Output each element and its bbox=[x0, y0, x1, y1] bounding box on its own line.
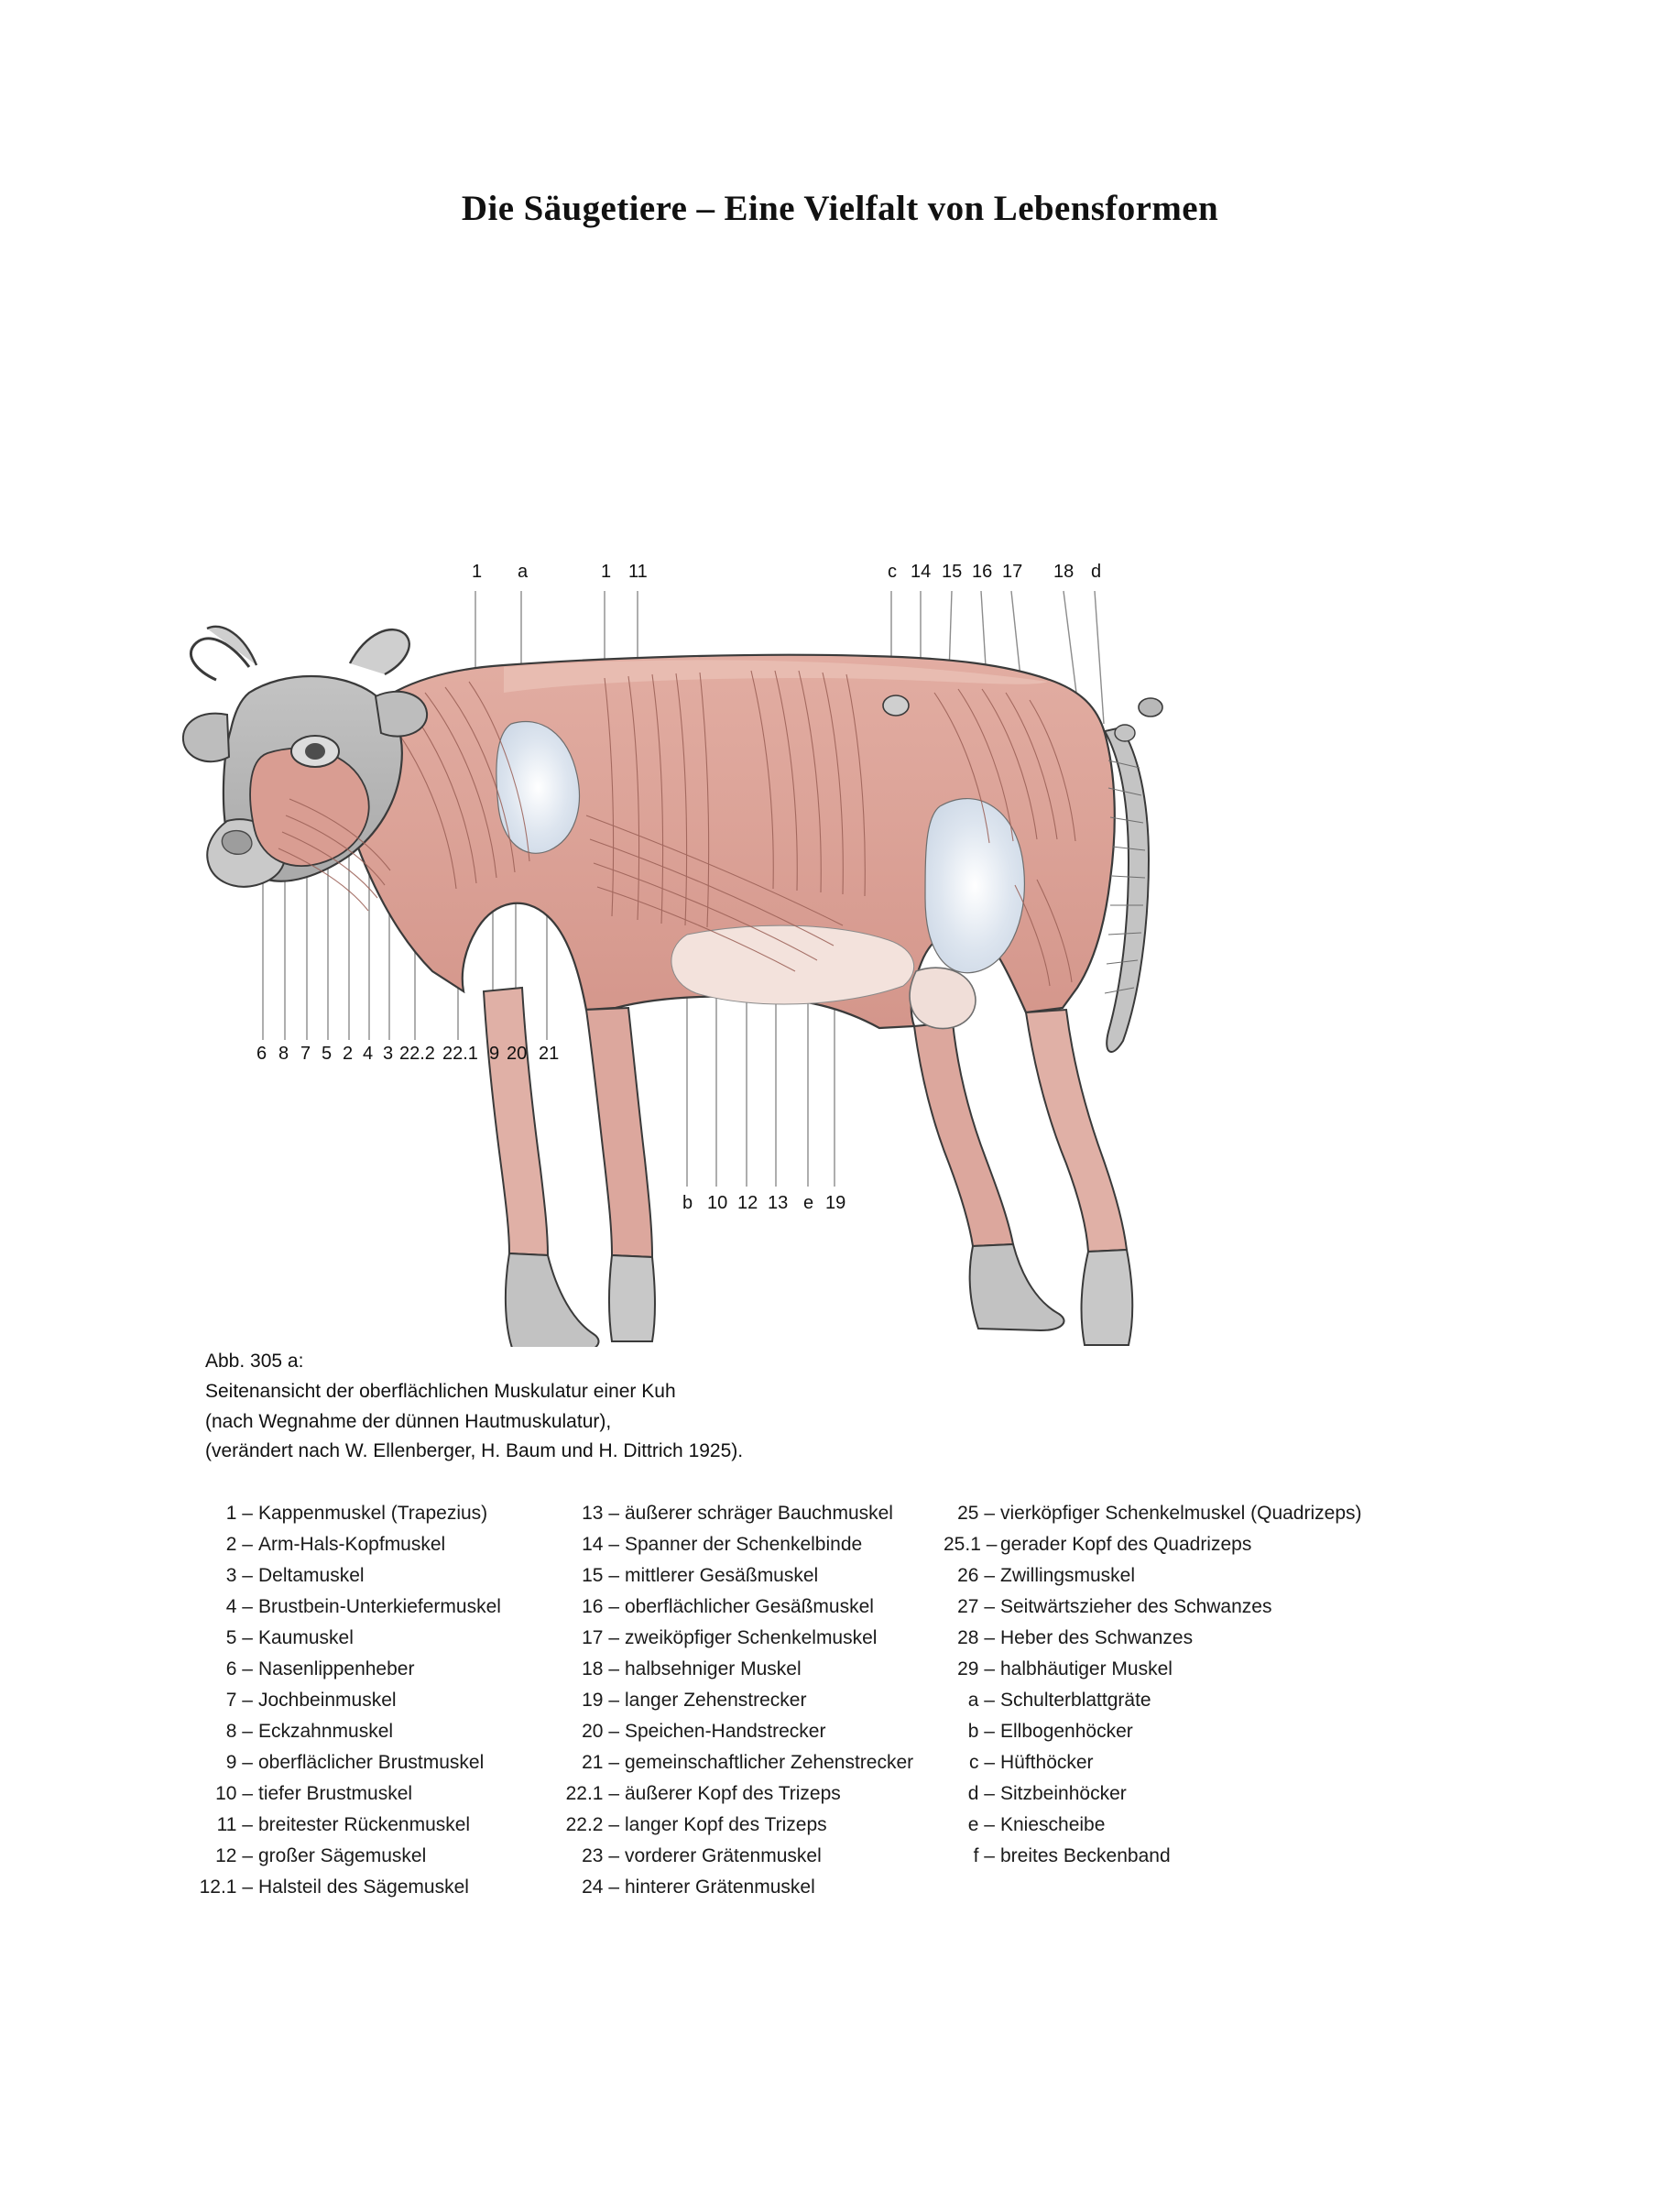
legend-item bbox=[192, 1872, 559, 1903]
legend-key: 5 – bbox=[225, 1627, 253, 1649]
cow-body bbox=[183, 627, 1162, 1347]
callout-bl-3: 3 bbox=[383, 1044, 394, 1064]
legend-label: äußerer schräger Bauchmuskel bbox=[625, 1503, 893, 1524]
callout-top-15: 15 bbox=[942, 562, 963, 582]
legend-item bbox=[944, 1778, 1402, 1810]
legend-key: 19 – bbox=[582, 1690, 619, 1712]
callout-bl-6: 6 bbox=[256, 1044, 267, 1064]
landmark-d-sitzbeinhoecker bbox=[1139, 698, 1162, 717]
legend-label: vierköpfiger Schenkelmuskel (Quadrizeps) bbox=[1000, 1503, 1362, 1524]
legend-key: c – bbox=[968, 1752, 995, 1774]
hind-leg-far-hoof bbox=[970, 1244, 1064, 1330]
legend-label: Ellbogenhöcker bbox=[1000, 1721, 1133, 1743]
legend-key: 1 – bbox=[225, 1503, 253, 1524]
legend-label: halbhäutiger Muskel bbox=[1000, 1658, 1173, 1680]
legend-item bbox=[559, 1685, 944, 1716]
callout-bl-2: 2 bbox=[343, 1044, 354, 1064]
caption-line-2: Seitenansicht der oberflächlichen Muskulatur einer Kuh bbox=[205, 1380, 676, 1402]
callout-br-19: 19 bbox=[825, 1193, 846, 1213]
legend-item bbox=[559, 1841, 944, 1872]
legend-item bbox=[559, 1592, 944, 1623]
legend-item bbox=[944, 1747, 1402, 1778]
callout-top-d: d bbox=[1091, 562, 1102, 582]
legend-label: mittlerer Gesäßmuskel bbox=[625, 1565, 819, 1587]
legend-item bbox=[559, 1654, 944, 1685]
legend-label: großer Sägemuskel bbox=[258, 1845, 427, 1867]
legend-label: Schulterblattgräte bbox=[1000, 1690, 1151, 1712]
legend-item bbox=[559, 1872, 944, 1903]
callout-top-1b: 1 bbox=[601, 562, 612, 582]
landmark-c-huefthoecker bbox=[883, 695, 909, 716]
callout-bl-20: 20 bbox=[507, 1044, 528, 1064]
legend-item bbox=[559, 1778, 944, 1810]
legend-label: Arm-Hals-Kopfmuskel bbox=[258, 1534, 446, 1556]
legend-label: oberfläclicher Brustmuskel bbox=[258, 1752, 485, 1774]
legend-item bbox=[192, 1747, 559, 1778]
legend-key: 20 – bbox=[582, 1721, 619, 1743]
legend-label: Sitzbeinhöcker bbox=[1000, 1783, 1127, 1805]
legend-key: 12.1 – bbox=[199, 1876, 253, 1898]
callout-top-16: 16 bbox=[972, 562, 993, 582]
legend-item bbox=[192, 1654, 559, 1685]
eye-pupil bbox=[305, 743, 325, 760]
legend-key: a – bbox=[967, 1690, 995, 1712]
callout-bl-7: 7 bbox=[300, 1044, 311, 1064]
legend-label: halbsehniger Muskel bbox=[625, 1658, 802, 1680]
legend-item bbox=[192, 1778, 559, 1810]
legend-item bbox=[559, 1716, 944, 1747]
legend-key: 2 – bbox=[225, 1534, 253, 1556]
legend-label: gemeinschaftlicher Zehenstrecker bbox=[625, 1752, 914, 1774]
legend-key: 29 – bbox=[957, 1658, 995, 1680]
callout-top-1a: 1 bbox=[472, 562, 483, 582]
legend-label: Spanner der Schenkelbinde bbox=[625, 1534, 863, 1556]
legend-key: 26 – bbox=[957, 1565, 995, 1587]
legend-label: langer Zehenstrecker bbox=[625, 1690, 807, 1712]
legend-key: 14 – bbox=[582, 1534, 619, 1556]
legend-item bbox=[559, 1560, 944, 1592]
legend-label: Brustbein-Unterkiefermuskel bbox=[258, 1596, 501, 1618]
legend-key: 4 – bbox=[225, 1596, 253, 1618]
legend-key: 8 – bbox=[225, 1721, 253, 1743]
legend-key: 27 – bbox=[957, 1596, 995, 1618]
legend-label: Jochbeinmuskel bbox=[258, 1690, 397, 1712]
nostril bbox=[222, 831, 252, 855]
legend-key: 10 – bbox=[215, 1783, 253, 1805]
legend-label: Hüfthöcker bbox=[1000, 1752, 1094, 1774]
legend-label: Nasenlippenheber bbox=[258, 1658, 415, 1680]
legend-item bbox=[944, 1623, 1402, 1654]
callout-top-11: 11 bbox=[628, 562, 648, 582]
legend-label: gerader Kopf des Quadrizeps bbox=[1000, 1534, 1252, 1556]
legend-item bbox=[192, 1592, 559, 1623]
callout-bl-222: 22.2 bbox=[399, 1044, 435, 1064]
callout-br-13: 13 bbox=[768, 1193, 789, 1213]
landmark-tailhead bbox=[1115, 725, 1135, 741]
legend-item bbox=[192, 1529, 559, 1560]
legend-item bbox=[192, 1841, 559, 1872]
legend-label: äußerer Kopf des Trizeps bbox=[625, 1783, 841, 1805]
legend-key: 25.1 – bbox=[944, 1534, 998, 1556]
legend-key: 24 – bbox=[582, 1876, 619, 1898]
legend-item bbox=[944, 1841, 1402, 1872]
front-leg-far-hoof bbox=[506, 1253, 599, 1347]
legend-label: hinterer Grätenmuskel bbox=[625, 1876, 815, 1898]
legend-column-1 bbox=[192, 1498, 559, 1903]
legend-key: 25 – bbox=[957, 1503, 995, 1524]
legend-key: d – bbox=[967, 1783, 995, 1805]
front-leg-near-upper bbox=[586, 1008, 652, 1257]
legend-label: oberflächlicher Gesäßmuskel bbox=[625, 1596, 874, 1618]
legend-item bbox=[192, 1716, 559, 1747]
legend-item bbox=[944, 1810, 1402, 1841]
caption-line-4: (verändert nach W. Ellenberger, H. Baum und H. Dittrich 1925). bbox=[205, 1440, 744, 1462]
callout-top-a: a bbox=[518, 562, 529, 582]
legend-item bbox=[559, 1810, 944, 1841]
legend-key: 23 – bbox=[582, 1845, 619, 1867]
legend-label: tiefer Brustmuskel bbox=[258, 1783, 413, 1805]
callout-br-e: e bbox=[803, 1193, 814, 1213]
legend-key: 18 – bbox=[582, 1658, 619, 1680]
legend-item bbox=[559, 1623, 944, 1654]
legend-item bbox=[559, 1747, 944, 1778]
legend-item bbox=[192, 1685, 559, 1716]
legend-key: 15 – bbox=[582, 1565, 619, 1587]
legend-key: 22.1 – bbox=[565, 1783, 619, 1805]
legend-key: 7 – bbox=[225, 1690, 253, 1712]
legend-label: breitester Rückenmuskel bbox=[258, 1814, 471, 1836]
legend-key: 17 – bbox=[582, 1627, 619, 1649]
legend-label: Kaumuskel bbox=[258, 1627, 354, 1649]
legend-item bbox=[559, 1529, 944, 1560]
callout-top-14: 14 bbox=[911, 562, 932, 582]
front-leg-near-hoof bbox=[609, 1255, 655, 1341]
legend-label: Zwillingsmuskel bbox=[1000, 1565, 1136, 1587]
legend-label: zweiköpfiger Schenkelmuskel bbox=[625, 1627, 878, 1649]
legend-key: e – bbox=[967, 1814, 995, 1836]
callout-bl-21: 21 bbox=[539, 1044, 560, 1064]
legend-label: Kappenmuskel (Trapezius) bbox=[258, 1503, 488, 1524]
legend-key: b – bbox=[967, 1721, 995, 1743]
caption-line-3: (nach Wegnahme der dünnen Hautmuskulatur), bbox=[205, 1410, 612, 1432]
legend-key: f – bbox=[973, 1845, 995, 1867]
legend-key: 22.2 – bbox=[565, 1814, 619, 1836]
legend-label: vorderer Grätenmuskel bbox=[625, 1845, 822, 1867]
legend-label: Deltamuskel bbox=[258, 1565, 365, 1587]
legend-item bbox=[559, 1498, 944, 1529]
legend-label: Seitwärtszieher des Schwanzes bbox=[1000, 1596, 1272, 1618]
callout-top-17: 17 bbox=[1002, 562, 1023, 582]
callout-bl-5: 5 bbox=[322, 1044, 333, 1064]
legend-key: 9 – bbox=[225, 1752, 253, 1774]
legend-key: 3 – bbox=[225, 1565, 253, 1587]
legend-key: 21 – bbox=[582, 1752, 619, 1774]
legend-item bbox=[944, 1654, 1402, 1685]
legend-key: 6 – bbox=[225, 1658, 253, 1680]
legend-label: breites Beckenband bbox=[1000, 1845, 1171, 1867]
legend-key: 12 – bbox=[215, 1845, 253, 1867]
ear-near bbox=[183, 714, 229, 762]
callout-br-b: b bbox=[682, 1193, 693, 1213]
legend-column-2 bbox=[559, 1498, 944, 1903]
hind-leg-near-hoof bbox=[1082, 1250, 1133, 1345]
legend bbox=[192, 1498, 1521, 1903]
legend-item bbox=[944, 1685, 1402, 1716]
legend-label: Halsteil des Sägemuskel bbox=[258, 1876, 469, 1898]
callout-bl-221: 22.1 bbox=[442, 1044, 478, 1064]
front-leg-far-upper bbox=[484, 988, 548, 1255]
horn-near-fill bbox=[207, 627, 256, 665]
anatomy-figure bbox=[110, 330, 1576, 1347]
ear-far bbox=[376, 692, 427, 737]
legend-item bbox=[944, 1716, 1402, 1747]
legend-item bbox=[192, 1498, 559, 1529]
legend-item bbox=[944, 1592, 1402, 1623]
legend-label: Kniescheibe bbox=[1000, 1814, 1106, 1836]
legend-item bbox=[192, 1810, 559, 1841]
callout-br-12: 12 bbox=[737, 1193, 758, 1213]
legend-label: Heber des Schwanzes bbox=[1000, 1627, 1194, 1649]
legend-key: 28 – bbox=[957, 1627, 995, 1649]
caption-line-1: Abb. 305 a: bbox=[205, 1351, 304, 1372]
legend-column-3 bbox=[944, 1498, 1402, 1903]
legend-item bbox=[944, 1560, 1402, 1592]
legend-item bbox=[944, 1498, 1402, 1529]
legend-label: langer Kopf des Trizeps bbox=[625, 1814, 827, 1836]
hind-leg-far-upper bbox=[914, 1023, 1013, 1246]
callout-bl-9: 9 bbox=[489, 1044, 500, 1064]
legend-key: 16 – bbox=[582, 1596, 619, 1618]
udder bbox=[910, 968, 976, 1028]
callout-br-10: 10 bbox=[707, 1193, 728, 1213]
legend-key: 13 – bbox=[582, 1503, 619, 1524]
legend-label: Speichen-Handstrecker bbox=[625, 1721, 826, 1743]
callout-top-c: c bbox=[888, 562, 897, 582]
callout-bl-4: 4 bbox=[363, 1044, 374, 1064]
page-title: Die Säugetiere – Eine Vielfalt von Lebensformen bbox=[461, 189, 1219, 228]
horn-far bbox=[350, 629, 409, 674]
legend-item bbox=[192, 1560, 559, 1592]
legend-item bbox=[944, 1529, 1402, 1560]
callout-top-18: 18 bbox=[1053, 562, 1075, 582]
legend-label: Eckzahnmuskel bbox=[258, 1721, 394, 1743]
legend-key: 11 – bbox=[216, 1814, 253, 1836]
callout-bl-8: 8 bbox=[278, 1044, 289, 1064]
ventral-abdomen-patch bbox=[671, 925, 914, 1004]
legend-item bbox=[192, 1623, 559, 1654]
figure-caption bbox=[205, 1347, 1121, 1467]
